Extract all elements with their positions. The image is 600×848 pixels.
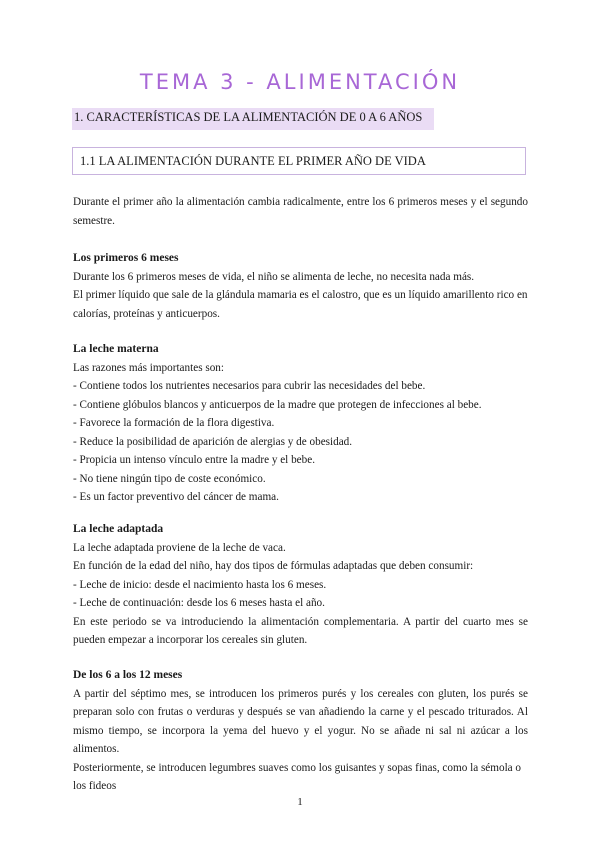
list-item: - No tiene ningún tipo de coste económico. [73, 472, 266, 485]
adaptada-paragraph-1: La leche adaptada proviene de la leche de vaca. [73, 541, 286, 554]
seis-doce-block [73, 666, 528, 796]
intro-block [73, 193, 528, 230]
adaptada-paragraph-3: En este periodo se va introduciendo la alimentación complementaria. A partir del cuarto mes se pueden empezar a incorporar los cereales sin gluten. [73, 615, 528, 646]
list-item: - Favorece la formación de la flora digestiva. [73, 417, 275, 429]
list-item: - Leche de continuación: desde los 6 meses hasta el año. [73, 597, 325, 609]
materna-block [73, 340, 528, 507]
adaptada-heading: La leche adaptada [73, 523, 164, 535]
subsection-heading: 1.1 LA ALIMENTACIÓN DURANTE EL PRIMER AÑO DE VIDA [80, 154, 426, 168]
page-number: 1 [297, 796, 303, 808]
materna-intro: Las razones más importantes son: [73, 361, 224, 374]
list-item: - Reduce la posibilidad de aparición de alergias y de obesidad. [73, 435, 353, 448]
intro-paragraph: Durante el primer año la alimentación cambia radicalmente, entre los 6 primeros meses y el segundo semestre. [73, 196, 528, 227]
adaptada-paragraph-2: En función de la edad del niño, hay dos tipos de fórmulas adaptadas que deben consumir: [73, 560, 474, 572]
list-item: - Leche de inicio: desde el nacimiento hasta los 6 meses. [73, 578, 327, 591]
seis-doce-paragraph-1: A partir del séptimo mes, se introducen los primeros purés y los cereales con gluten, los purés se preparan solo con frutas o verduras y después se van añadiendo la carne y el pescado triturados. Al mismo tiempo, se incorpora la yema del huevo y el yogur. No se añade ni sal ni azúcar a los alimentos. [73, 687, 528, 755]
list-item: - Contiene todos los nutrientes necesarios para cubrir las necesidades del bebe. [73, 380, 426, 392]
adaptada-block [73, 520, 528, 650]
section-heading: 1. CARACTERÍSTICAS DE LA ALIMENTACIÓN DE 0 A 6 AÑOS [74, 110, 423, 124]
materna-heading: La leche materna [73, 343, 159, 355]
list-item: - Es un factor preventivo del cáncer de mama. [73, 491, 279, 503]
primeros-heading: Los primeros 6 meses [73, 252, 179, 264]
seis-doce-heading: De los 6 a los 12 meses [73, 669, 183, 681]
primeros-block [73, 249, 528, 323]
seis-doce-paragraph-2: Posteriormente, se introducen legumbres suaves como los guisantes y sopas finas, como la sémola o los fideos [73, 761, 522, 792]
list-item: - Propicia un intenso vínculo entre la madre y el bebe. [73, 454, 316, 466]
page-title: TEMA 3 - ALIMENTACIÓN [139, 70, 461, 94]
primeros-paragraph-2: El primer líquido que sale de la glándula mamaria es el calostro, que es un líquido amarillento rico en calorías, proteínas y anticuerpos. [73, 289, 528, 320]
list-item: - Contiene glóbulos blancos y anticuerpos de la madre que protegen de infecciones al bebe. [73, 398, 482, 411]
primeros-paragraph-1: Durante los 6 primeros meses de vida, el niño se alimenta de leche, no necesita nada más. [73, 270, 475, 283]
